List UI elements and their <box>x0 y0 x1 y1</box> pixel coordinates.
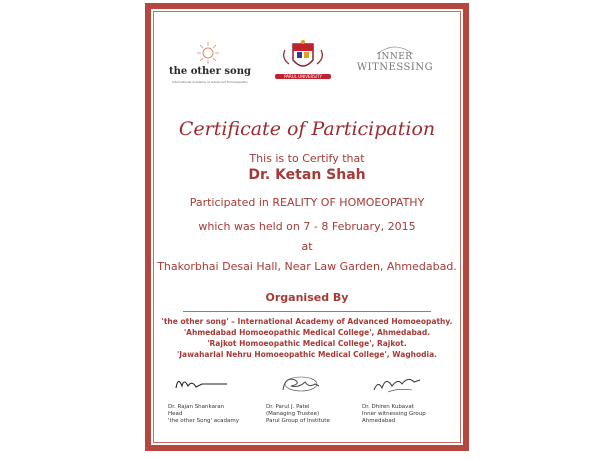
recipient-name: Dr. Ketan Shah <box>248 167 366 183</box>
organiser-item: 'Rajkot Homoeopathic Medical College', Rajkot. <box>207 339 407 348</box>
held-date-line: which was held on 7 - 8 February, 2015 <box>198 220 416 233</box>
organised-by-divider <box>183 311 431 312</box>
signatory-2-name: Dr. Parul J. Patel <box>266 404 310 410</box>
signatory-3 <box>362 404 462 425</box>
the-other-song-name: the other song <box>169 66 251 77</box>
signature-dhiren-kubavat <box>368 372 428 394</box>
organisers-list <box>153 316 461 360</box>
signatory-1-name: Dr. Rajan Shankaran <box>168 404 225 410</box>
signature-parul-patel <box>275 372 335 394</box>
signatory-1-org: 'the other Song' acadamy <box>168 418 240 424</box>
certificate-title: Certificate of Participation <box>178 118 436 140</box>
parul-university-banner: PARUL UNIVERSITY <box>275 74 331 79</box>
signatory-2-title: (Managing Trustee) <box>266 411 320 417</box>
inner-witnessing-logo <box>355 42 435 82</box>
crest-shield-icon <box>275 40 331 74</box>
signatory-2 <box>266 404 366 425</box>
sun-icon <box>195 40 221 66</box>
inner-witnessing-line2: WITNESSING <box>356 62 434 73</box>
signatory-3-title: Inner witnessing Group <box>362 411 426 417</box>
organiser-item: 'Jawaharlal Nehru Homoeopathic Medical College', Waghodia. <box>176 350 438 359</box>
signature-rajan-shankaran <box>172 372 232 394</box>
signatory-3-name: Dr. Dhiren Kubavat <box>362 404 414 410</box>
inner-witnessing-line1: INNER <box>377 52 413 62</box>
parul-university-crest <box>275 40 331 86</box>
organised-by-heading: Organised By <box>265 291 349 304</box>
at-word: at <box>301 240 313 253</box>
the-other-song-logo <box>165 40 255 90</box>
organiser-item: 'the other song' – International Academy of Advanced Homoeopathy. <box>161 317 453 326</box>
signatory-1 <box>168 404 268 425</box>
organiser-item: 'Ahmedabad Homoeopathic Medical College', Ahmedabad. <box>183 328 431 337</box>
venue-line: Thakorbhai Desai Hall, Near Law Garden, Ahmedabad. <box>157 260 457 273</box>
signatory-2-org: Parul Group of Institute <box>266 418 330 424</box>
signatory-3-org: Ahmedabad <box>362 418 396 424</box>
the-other-song-tagline: International Academy of Advanced Homoeopathy <box>172 80 248 84</box>
signatory-1-title: Head <box>168 411 183 417</box>
participated-line: Participated in REALITY OF HOMOEOPATHY <box>189 196 425 209</box>
certify-line: This is to Certify that <box>249 152 365 165</box>
